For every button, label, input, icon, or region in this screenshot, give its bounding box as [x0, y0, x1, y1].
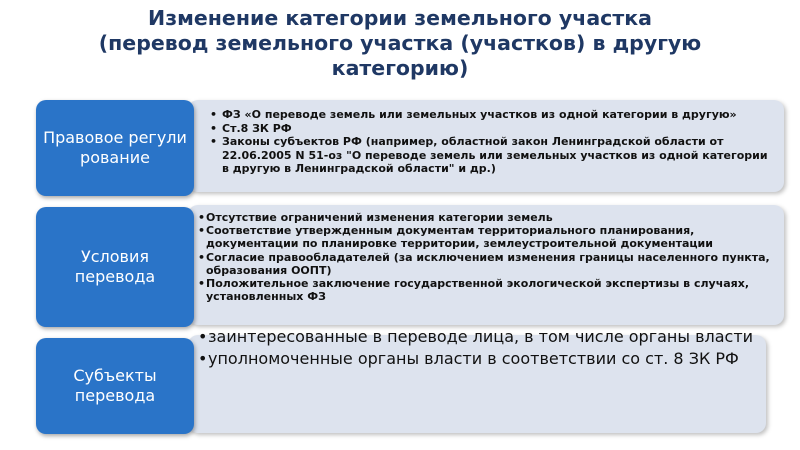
transfer-conditions-label-text: Условия перевода — [74, 247, 156, 286]
bullet-icon: • — [198, 277, 206, 291]
transfer-subjects-label-text: Субъекты перевода — [73, 366, 157, 405]
list-item: • ФЗ «О переводе земель или земельных участков из одной категории в другую» — [210, 108, 737, 121]
list-item: • уполномоченные органы власти в соответствии со ст. 8 ЗК РФ — [198, 349, 739, 368]
bullet-icon: • — [210, 108, 218, 121]
list-item: • Отсутствие ограничений изменения категории земель — [198, 211, 553, 224]
bullet-icon: • — [198, 327, 208, 346]
title-line-1: Изменение категории земельного участка — [148, 6, 652, 30]
bullet-icon: • — [198, 349, 208, 368]
transfer-conditions-list — [198, 211, 776, 303]
transfer-subjects-list — [198, 327, 758, 371]
title-line-2: (перевод земельного участка (участков) в другую — [98, 31, 702, 55]
bullet-icon: • — [210, 121, 218, 135]
list-item: • Положительное заключение государственной экологической экспертизы в случаях, установленных ФЗ — [198, 277, 750, 304]
bullet-icon: • — [198, 211, 206, 224]
list-item: • заинтересованные в переводе лица, в том числе органы власти — [198, 327, 754, 346]
bullet-icon: • — [198, 250, 206, 264]
list-item: • Законы субъектов РФ (например, областной закон Ленинградской области от 22.06.2005 N 51-оз "О переводе земель или земельных участков из одной категории в другую в Ленинградской области" и др.) — [210, 135, 768, 175]
list-item: • Ст.8 ЗК РФ — [210, 121, 292, 135]
legal-regulation-label-text: Правовое регулирование — [43, 128, 187, 167]
list-item: • Согласие правообладателей (за исключением изменения границы населенного пункта, образования ООПТ) — [198, 250, 770, 277]
transfer-subjects-label — [36, 338, 194, 434]
page-title — [40, 6, 760, 81]
list-item: • Соответствие утвержденным документам территориального планирования, документации по планировке территории, землеустроительной документации — [198, 224, 713, 251]
title-line-3: категорию) — [331, 56, 469, 80]
legal-regulation-list — [210, 108, 776, 176]
bullet-icon: • — [210, 135, 218, 148]
bullet-icon: • — [198, 224, 206, 238]
legal-regulation-label — [36, 100, 194, 196]
transfer-conditions-label — [36, 207, 194, 327]
